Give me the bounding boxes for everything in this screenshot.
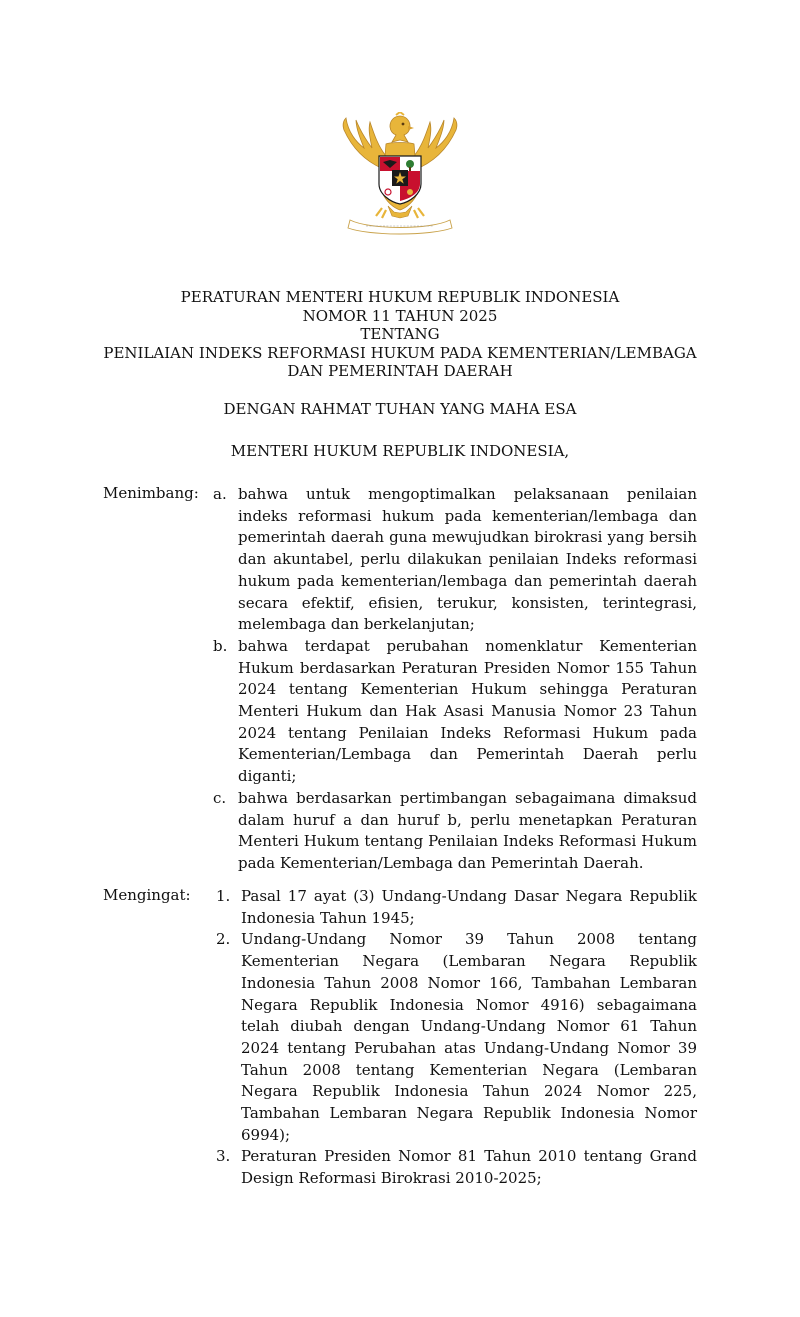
mengingat-list xyxy=(216,886,697,1190)
regulation-title: PERATURAN MENTERI HUKUM REPUBLIK INDONESIA xyxy=(180,288,620,306)
regulation-number: NOMOR 11 TAHUN 2025 xyxy=(302,306,498,325)
menimbang-item-c xyxy=(213,788,697,875)
document-title-block xyxy=(0,288,800,381)
item-text: Undang-Undang Nomor 39 Tahun 2008 tentang Kementerian Negara (Lembaran Negara Republik Indonesia Tahun 2008 Nomor 166, Tambahan Lembaran Negara Republik Indonesia Nomor 4916) sebagaimana telah diubah dengan Undang-Undang Nomor 61 Tahun 2024 tentang Perubahan atas Undang-Undang Nomor 39 Tahun 2008 tentang Kementerian Negara (Lembaran Negara Republik Indonesia Tahun 2024 Nomor 225, Tambahan Lembaran Negara Republik Indonesia Nomor 6994); xyxy=(241,930,697,1144)
item-marker: c. xyxy=(213,788,227,807)
garuda-pancasila-emblem-icon xyxy=(330,112,470,238)
item-text: Peraturan Presiden Nomor 81 Tahun 2010 tentang Grand Design Reformasi Birokrasi 2010-2025; xyxy=(241,1147,697,1188)
issuer: MENTERI HUKUM REPUBLIK INDONESIA, xyxy=(230,442,570,460)
item-marker: b. xyxy=(213,636,228,655)
item-text: bahwa terdapat perubahan nomenklatur Kementerian Hukum berdasarkan Peraturan Presiden Nomor 155 Tahun 2024 tentang Kementerian Hukum sehingga Peraturan Menteri Hukum dan Hak Asasi Manusia Nomor 23 Tahun 2024 tentang Penilaian Indeks Reformasi Hukum pada Kementerian/Lembaga dan Pemerintah Daerah perlu diganti; xyxy=(238,636,697,786)
invocation: DENGAN RAHMAT TUHAN YANG MAHA ESA xyxy=(223,400,577,418)
item-marker: 3. xyxy=(216,1147,231,1166)
item-marker: 1. xyxy=(216,887,231,905)
item-marker: 2. xyxy=(216,930,231,949)
regulation-subject-line-1: PENILAIAN INDEKS REFORMASI HUKUM PADA KEMENTERIAN/LEMBAGA xyxy=(103,343,697,362)
mengingat-label: Mengingat: xyxy=(103,886,191,904)
menimbang-label: Menimbang: xyxy=(103,484,199,502)
menimbang-list xyxy=(213,484,697,875)
mengingat-item-1 xyxy=(216,886,697,929)
regulation-tentang: TENTANG xyxy=(360,325,440,344)
mengingat-item-3 xyxy=(216,1146,697,1189)
item-text: bahwa untuk mengoptimalkan pelaksanaan penilaian indeks reformasi hukum pada kementerian/lembaga dan pemerintah daerah guna mewujudkan birokrasi yang bersih dan akuntabel, perlu dilakukan penilaian Indeks reformasi hukum pada kementerian/lembaga dan pemerintah daerah secara efektif, efisien, terukur, konsisten, terintegrasi, melembaga dan berkelanjutan; xyxy=(238,485,697,634)
regulation-subject-line-2: DAN PEMERINTAH DAERAH xyxy=(287,362,513,381)
mengingat-item-2 xyxy=(216,929,697,1146)
item-marker: a. xyxy=(213,485,227,503)
menimbang-item-b xyxy=(213,636,697,788)
item-text: Pasal 17 ayat (3) Undang-Undang Dasar Negara Republik Indonesia Tahun 1945; xyxy=(241,887,697,927)
item-text: bahwa berdasarkan pertimbangan sebagaimana dimaksud dalam huruf a dan huruf b, perlu menetapkan Peraturan Menteri Hukum tentang Penilaian Indeks Reformasi Hukum pada Kementerian/Lembaga dan Pemerintah Daerah. xyxy=(238,788,697,872)
menimbang-item-a xyxy=(213,484,697,636)
